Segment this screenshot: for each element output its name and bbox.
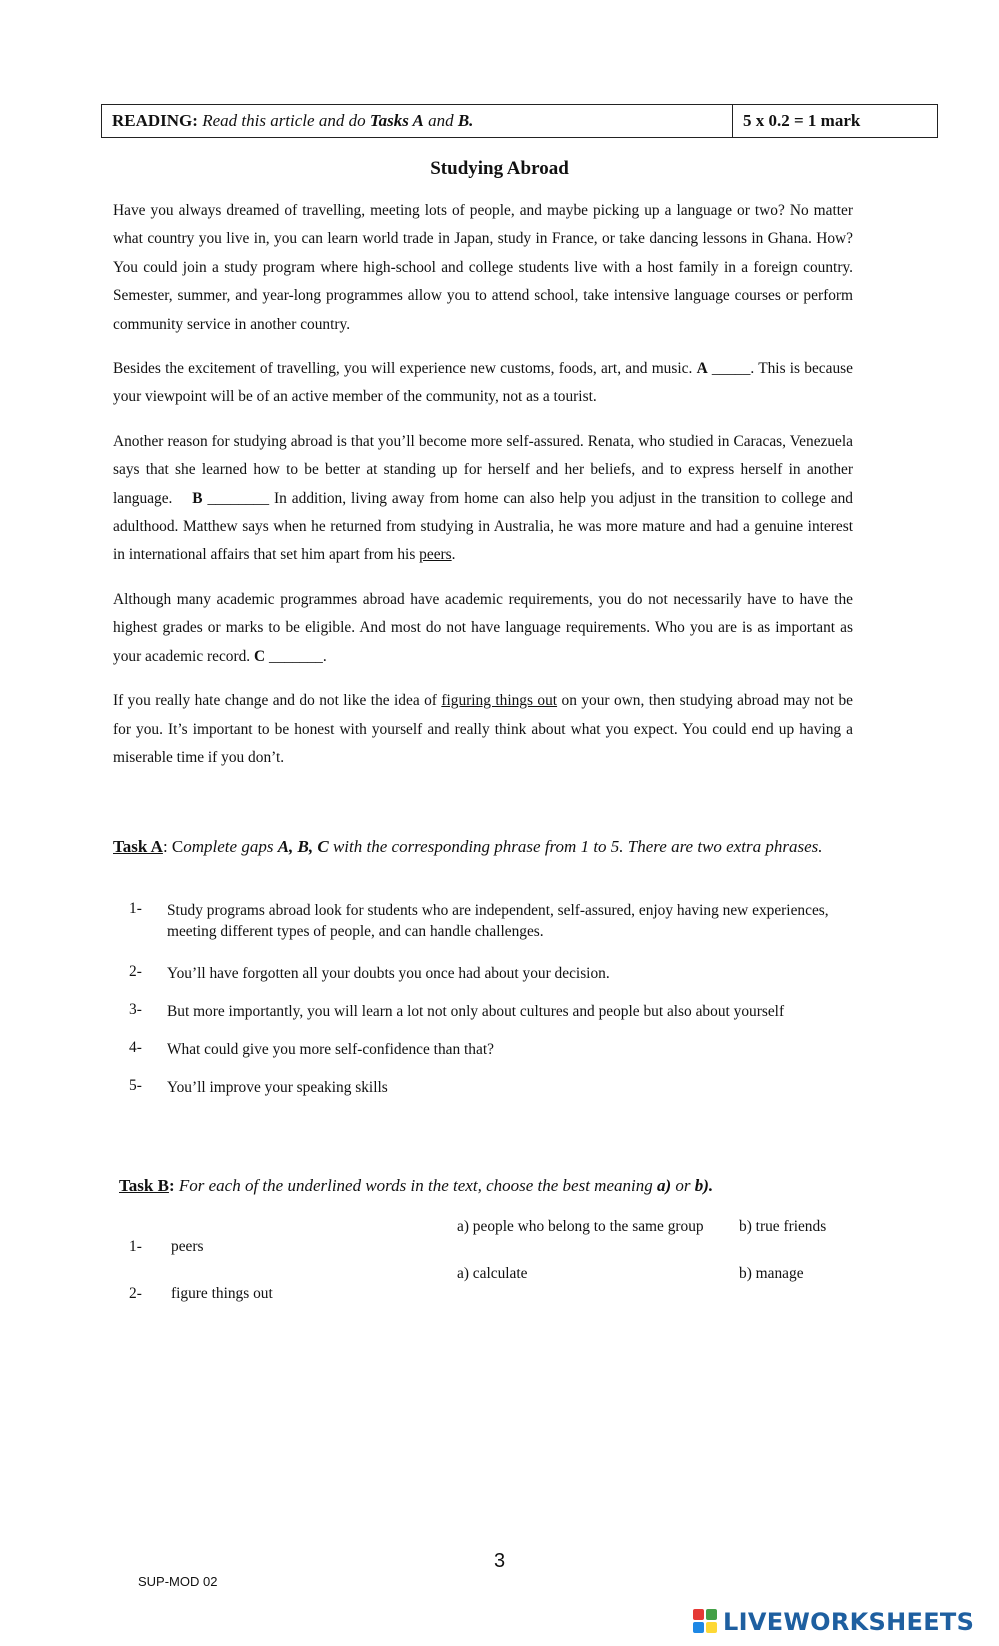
list-item: [129, 1077, 869, 1099]
list-item: [129, 1001, 869, 1023]
article-title: Studying Abroad: [430, 158, 569, 179]
article-body: [113, 197, 853, 788]
underlined-peers: peers: [419, 546, 452, 564]
logo-grid-icon: [693, 1609, 719, 1635]
task-a-colon: : C: [162, 837, 184, 856]
paragraph-4-end: .: [322, 647, 327, 665]
task-a-label: Task A: [113, 837, 163, 856]
table-row: [129, 1265, 849, 1309]
list-item: [129, 1039, 869, 1061]
gap-b-label: B: [192, 489, 203, 507]
underlined-figuring-things-out: figuring things out: [441, 692, 558, 710]
gap-c-blank[interactable]: _______: [269, 647, 323, 665]
option-a[interactable]: a) people who belong to the same group: [457, 1218, 704, 1235]
option-b[interactable]: b) true friends: [739, 1218, 827, 1235]
row-number: 1-: [129, 1238, 142, 1255]
item-text: You’ll have forgotten all your doubts you once had about your decision.: [167, 965, 610, 982]
item-number: 1-: [129, 900, 142, 917]
row-word: peers: [171, 1238, 204, 1255]
option-b[interactable]: b) manage: [739, 1265, 804, 1282]
item-number: 2-: [129, 963, 142, 980]
task-b-colon: :: [168, 1176, 175, 1195]
list-item: [129, 963, 869, 985]
paragraph-3-rest: In addition, living away from home can also help you adjust in the transition to college and adulthood. Matthew says when he returned from studying in Australia, he was more mature and had a genuine interest in international affairs that set him apart from his: [113, 489, 854, 564]
reading-label: READING:: [112, 111, 198, 130]
gap-c-label: C: [254, 647, 266, 665]
paragraph-2-text: Besides the excitement of travelling, you will experience new customs, foods, art, and music.: [113, 360, 693, 378]
reading-instruction: [102, 105, 733, 137]
gap-b-blank[interactable]: ________: [207, 489, 270, 507]
task-b-opt-b: b).: [694, 1176, 714, 1195]
item-text: Study programs abroad look for students who are independent, self-assured, enjoy having new experiences, meeting different types of people, and can handle challenges.: [167, 902, 829, 940]
logo-text: LIVEWORKSHEETS: [723, 1608, 975, 1636]
item-number: 5-: [129, 1077, 142, 1094]
reading-header-box: [101, 104, 938, 138]
row-number: 2-: [129, 1285, 142, 1302]
item-text: You’ll improve your speaking skills: [167, 1079, 388, 1096]
paragraph-3-text: Another reason for studying abroad is that you’ll become more self-assured. Renata, who studied in Caracas, Venezuela says that she learned how to be better at standing up for herself and her beliefs, and to express herself in another language.: [113, 432, 853, 507]
reading-instruction-text: Read this article and do: [202, 111, 366, 130]
footer-code: SUP-MOD 02: [138, 1574, 218, 1589]
paragraph-4-text: Although many academic programmes abroad have academic requirements, you do not necessarily have to have the highest grades or marks to be eligible. And most do not have language requirements. Who you are is as important as your academic record.: [113, 590, 853, 665]
tasks-a-label: Tasks A: [369, 111, 424, 130]
paragraph-5-rest: on your own, then studying abroad may not be for you. It’s important to be honest with yourself and really think about what you expect. You could end up having a miserable time if you don’t.: [113, 692, 853, 766]
task-b-instruction: For each of the underlined words in the text, choose the best meaning: [178, 1176, 653, 1195]
paragraph-2-rest: . This is because your viewpoint will be of an active member of the community, not as a tourist.: [113, 360, 853, 406]
task-b-opt-a: a): [656, 1176, 672, 1195]
gap-a-blank[interactable]: _____: [711, 360, 751, 378]
task-a-heading: [113, 836, 853, 857]
item-number: 3-: [129, 1001, 142, 1018]
row-word: figure things out: [171, 1285, 273, 1302]
paragraph-1: Have you always dreamed of travelling, meeting lots of people, and maybe picking up a language or two? No matter what country you live in, you can learn world trade in Japan, study in France, or take dancing lessons in Ghana. How? You could join a study program where high-school and college students live with a host family in a foreign country. Semester, summer, and year-long programmes allow you to attend school, take intensive language courses or perform community service in another country.: [113, 202, 853, 333]
and-text: and: [428, 111, 454, 130]
paragraph-5: [113, 687, 853, 772]
option-a[interactable]: a) calculate: [457, 1265, 528, 1282]
paragraph-2: [113, 355, 853, 412]
paragraph-5-text: If you really hate change and do not like the idea of: [113, 692, 437, 710]
task-a-gaps: A, B, C: [277, 837, 329, 856]
table-row: [129, 1218, 849, 1262]
task-b-heading: [119, 1176, 879, 1196]
item-number: 4-: [129, 1039, 142, 1056]
item-text: What could give you more self-confidence than that?: [167, 1041, 494, 1058]
list-item: [129, 900, 869, 944]
task-b-label: Task B: [119, 1176, 169, 1195]
paragraph-3-end: .: [451, 546, 456, 564]
page-number: 3: [493, 1550, 506, 1572]
task-a-instruction-1: omplete gaps: [183, 837, 274, 856]
task-b-ref: B.: [457, 111, 474, 130]
item-text: But more importantly, you will learn a lot not only about cultures and people but also about yourself: [167, 1003, 785, 1020]
paragraph-3: [113, 428, 853, 570]
gap-a-label: A: [696, 360, 708, 378]
task-a-instruction-2: with the corresponding phrase from 1 to 5. There are two extra phrases.: [332, 837, 823, 856]
marks-cell: 5 x 0.2 = 1 mark: [743, 111, 861, 130]
paragraph-4: [113, 586, 853, 671]
liveworksheets-logo: [693, 1607, 974, 1637]
task-b-or: or: [675, 1176, 691, 1195]
